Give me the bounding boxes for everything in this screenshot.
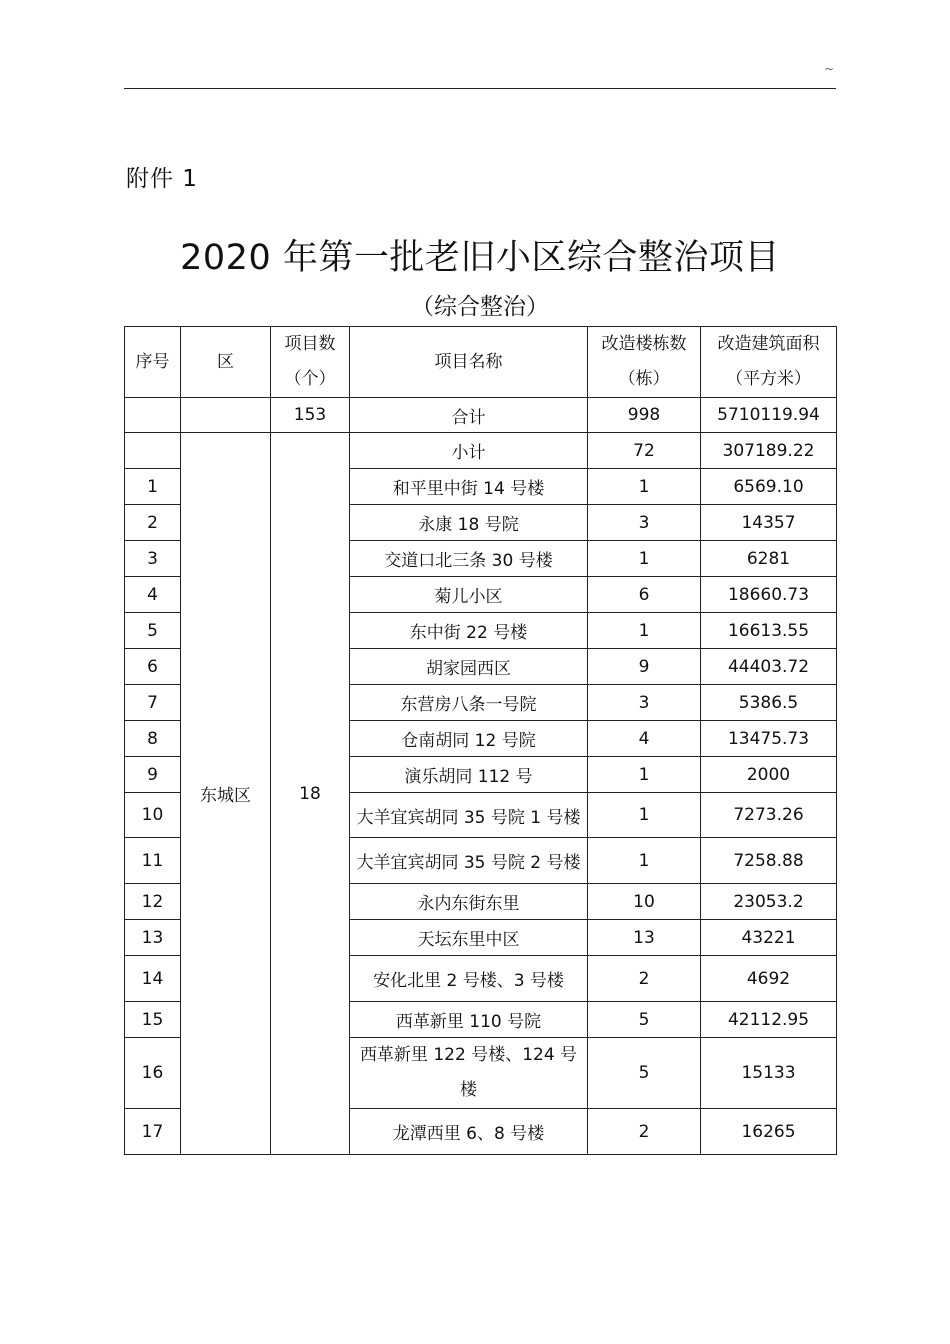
header-rule xyxy=(124,88,836,89)
row-project-name: 永内东街东里 xyxy=(350,884,588,920)
row-project-name: 交道口北三条 30 号楼 xyxy=(350,541,588,577)
header-district: 区 xyxy=(181,327,271,398)
subtotal-row xyxy=(125,433,837,469)
row-seq: 12 xyxy=(125,884,181,920)
row-area: 7258.88 xyxy=(701,838,837,884)
row-project-name-line1: 西革新里 122 号楼、124 号 xyxy=(359,1045,578,1065)
header-project-name: 项目名称 xyxy=(350,327,588,398)
row-project-name: 大羊宜宾胡同 35 号院 1 号楼 xyxy=(350,793,588,838)
row-area: 2000 xyxy=(701,757,837,793)
row-area: 15133 xyxy=(701,1038,837,1109)
header-project-count-line2: （个） xyxy=(284,369,336,389)
row-project-name: 东中街 22 号楼 xyxy=(350,613,588,649)
row-seq: 2 xyxy=(125,505,181,541)
header-area-line2: （平方米） xyxy=(726,369,811,389)
header-area-line1: 改造建筑面积 xyxy=(717,334,820,354)
row-buildings: 4 xyxy=(588,721,701,757)
total-label: 合计 xyxy=(350,398,588,433)
total-area: 5710119.94 xyxy=(701,398,837,433)
row-project-name: 大羊宜宾胡同 35 号院 2 号楼 xyxy=(350,838,588,884)
row-buildings: 5 xyxy=(588,1038,701,1109)
subtotal-area: 307189.22 xyxy=(701,433,837,469)
row-project-name-line2: 楼 xyxy=(460,1080,477,1100)
row-area: 6569.10 xyxy=(701,469,837,505)
row-seq: 4 xyxy=(125,577,181,613)
row-seq: 1 xyxy=(125,469,181,505)
row-buildings: 2 xyxy=(588,956,701,1002)
row-buildings: 3 xyxy=(588,505,701,541)
row-seq: 16 xyxy=(125,1038,181,1109)
row-project-name: 安化北里 2 号楼、3 号楼 xyxy=(350,956,588,1002)
header-buildings xyxy=(588,327,701,398)
header-area xyxy=(701,327,837,398)
total-district-cell xyxy=(181,398,271,433)
subtotal-buildings: 72 xyxy=(588,433,701,469)
row-seq: 17 xyxy=(125,1109,181,1155)
row-buildings: 1 xyxy=(588,757,701,793)
header-seq: 序号 xyxy=(125,327,181,398)
row-project-name: 菊儿小区 xyxy=(350,577,588,613)
row-buildings: 2 xyxy=(588,1109,701,1155)
row-area: 4692 xyxy=(701,956,837,1002)
row-buildings: 1 xyxy=(588,838,701,884)
row-seq: 3 xyxy=(125,541,181,577)
row-seq: 15 xyxy=(125,1002,181,1038)
row-project-name xyxy=(350,1038,588,1109)
total-buildings: 998 xyxy=(588,398,701,433)
row-buildings: 1 xyxy=(588,469,701,505)
document-title: 2020 年第一批老旧小区综合整治项目 xyxy=(180,238,780,278)
subtotal-label: 小计 xyxy=(350,433,588,469)
row-area: 42112.95 xyxy=(701,1002,837,1038)
row-buildings: 6 xyxy=(588,577,701,613)
row-area: 13475.73 xyxy=(701,721,837,757)
row-seq: 6 xyxy=(125,649,181,685)
header-buildings-line1: 改造楼栋数 xyxy=(601,334,687,354)
row-seq: 14 xyxy=(125,956,181,1002)
header-mark: ~ xyxy=(824,62,835,76)
row-seq: 10 xyxy=(125,793,181,838)
row-area: 18660.73 xyxy=(701,577,837,613)
total-project-count: 153 xyxy=(271,398,350,433)
row-seq: 5 xyxy=(125,613,181,649)
row-area: 16265 xyxy=(701,1109,837,1155)
document-subtitle: （综合整治） xyxy=(411,294,549,320)
subtotal-seq-cell xyxy=(125,433,181,469)
row-buildings: 10 xyxy=(588,884,701,920)
row-project-name: 仓南胡同 12 号院 xyxy=(350,721,588,757)
row-area: 14357 xyxy=(701,505,837,541)
row-seq: 13 xyxy=(125,920,181,956)
row-area: 7273.26 xyxy=(701,793,837,838)
header-project-count xyxy=(271,327,350,398)
header-buildings-line2: （栋） xyxy=(618,369,670,389)
row-area: 44403.72 xyxy=(701,649,837,685)
row-project-name: 演乐胡同 112 号 xyxy=(350,757,588,793)
row-buildings: 3 xyxy=(588,685,701,721)
row-buildings: 1 xyxy=(588,793,701,838)
header-project-count-line1: 项目数 xyxy=(284,334,336,354)
row-seq: 11 xyxy=(125,838,181,884)
row-buildings: 5 xyxy=(588,1002,701,1038)
row-project-name: 西革新里 110 号院 xyxy=(350,1002,588,1038)
row-project-name: 和平里中街 14 号楼 xyxy=(350,469,588,505)
row-buildings: 9 xyxy=(588,649,701,685)
attachment-label: 附件 1 xyxy=(126,166,198,192)
row-project-name: 龙潭西里 6、8 号楼 xyxy=(350,1109,588,1155)
row-project-name: 永康 18 号院 xyxy=(350,505,588,541)
row-project-name: 东营房八条一号院 xyxy=(350,685,588,721)
row-project-name: 胡家园西区 xyxy=(350,649,588,685)
row-seq: 9 xyxy=(125,757,181,793)
district-project-count: 18 xyxy=(271,433,350,1155)
projects-table xyxy=(124,326,837,1155)
row-area: 5386.5 xyxy=(701,685,837,721)
row-buildings: 13 xyxy=(588,920,701,956)
row-seq: 8 xyxy=(125,721,181,757)
row-buildings: 1 xyxy=(588,541,701,577)
row-buildings: 1 xyxy=(588,613,701,649)
row-area: 23053.2 xyxy=(701,884,837,920)
total-row xyxy=(125,398,837,433)
row-area: 6281 xyxy=(701,541,837,577)
row-seq: 7 xyxy=(125,685,181,721)
table-header-row xyxy=(125,327,837,398)
total-seq-cell xyxy=(125,398,181,433)
row-area: 16613.55 xyxy=(701,613,837,649)
district-cell: 东城区 xyxy=(181,433,271,1155)
row-area: 43221 xyxy=(701,920,837,956)
row-project-name: 天坛东里中区 xyxy=(350,920,588,956)
